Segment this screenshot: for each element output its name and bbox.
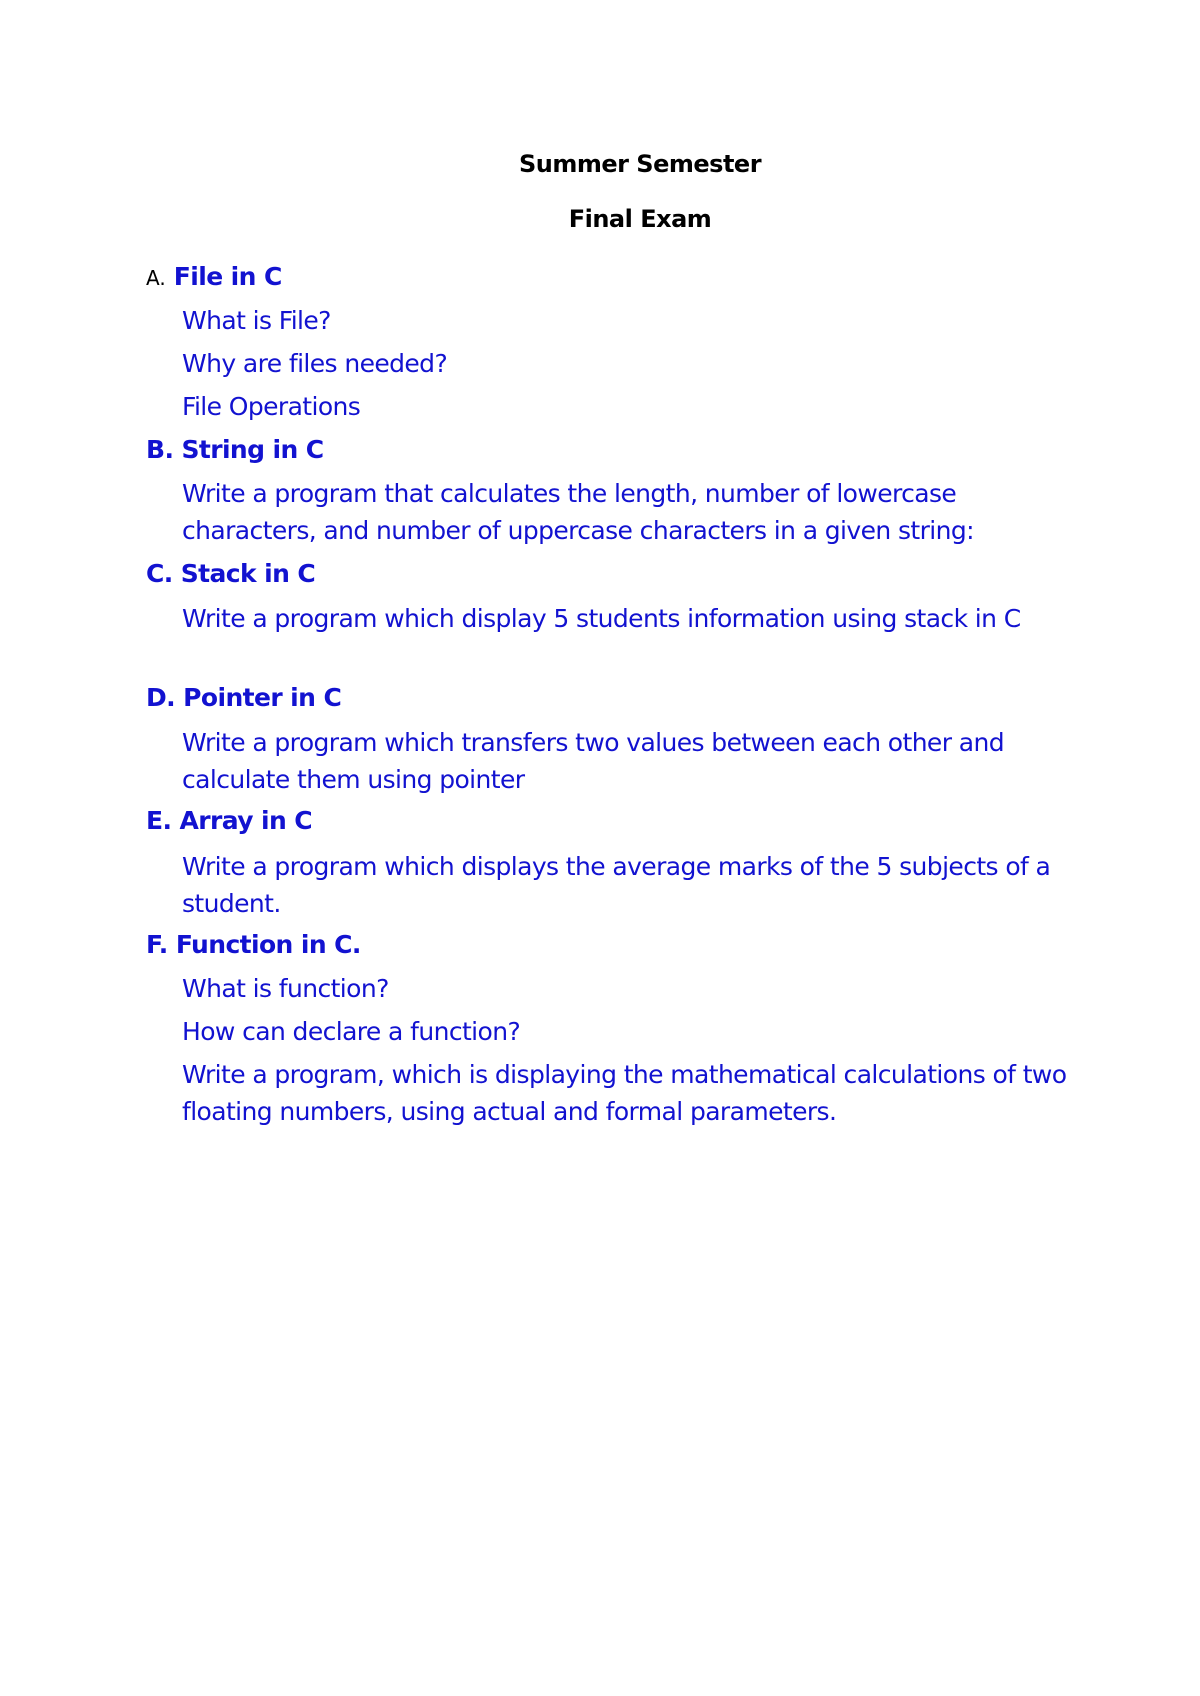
section-letter: E. bbox=[146, 806, 172, 835]
document-title: Summer Semester bbox=[518, 150, 762, 178]
section-title: Pointer in C bbox=[183, 683, 342, 712]
section-letter: B. bbox=[146, 435, 174, 464]
section-heading-d bbox=[146, 683, 341, 712]
section-letter: D. bbox=[146, 683, 176, 712]
section-title: Array in C bbox=[179, 806, 313, 835]
document-subtitle: Final Exam bbox=[568, 205, 712, 233]
section-letter: A. bbox=[146, 266, 166, 290]
section-letter: C. bbox=[146, 559, 173, 588]
list-item: Write a program, which is displaying the mathematical calculations of two floating numbers, using actual and formal parameters. bbox=[182, 1060, 1067, 1126]
list-item: Write a program that calculates the length, number of lowercase characters, and number of uppercase characters in a given string: bbox=[182, 479, 974, 545]
list-item: Write a program which displays the average marks of the 5 subjects of a student. bbox=[182, 852, 1051, 918]
list-item: Write a program which display 5 students information using stack in C bbox=[182, 604, 1021, 633]
section-title: Stack in C bbox=[180, 559, 316, 588]
list-item: Why are files needed? bbox=[182, 349, 448, 378]
section-title: File in C bbox=[173, 262, 282, 291]
list-item: File Operations bbox=[182, 392, 361, 421]
list-item: Write a program which transfers two values between each other and calculate them using pointer bbox=[182, 728, 1004, 794]
section-title: String in C bbox=[181, 435, 324, 464]
list-item: What is function? bbox=[182, 974, 389, 1003]
section-title: Function in C. bbox=[175, 930, 361, 959]
section-heading-e bbox=[146, 806, 312, 835]
section-letter: F. bbox=[146, 930, 168, 959]
list-item: What is File? bbox=[182, 306, 331, 335]
section-heading-c bbox=[146, 559, 315, 588]
section-heading-f bbox=[146, 930, 361, 959]
section-heading-a bbox=[146, 262, 282, 291]
section-heading-b bbox=[146, 435, 324, 464]
list-item: How can declare a function? bbox=[182, 1017, 521, 1046]
